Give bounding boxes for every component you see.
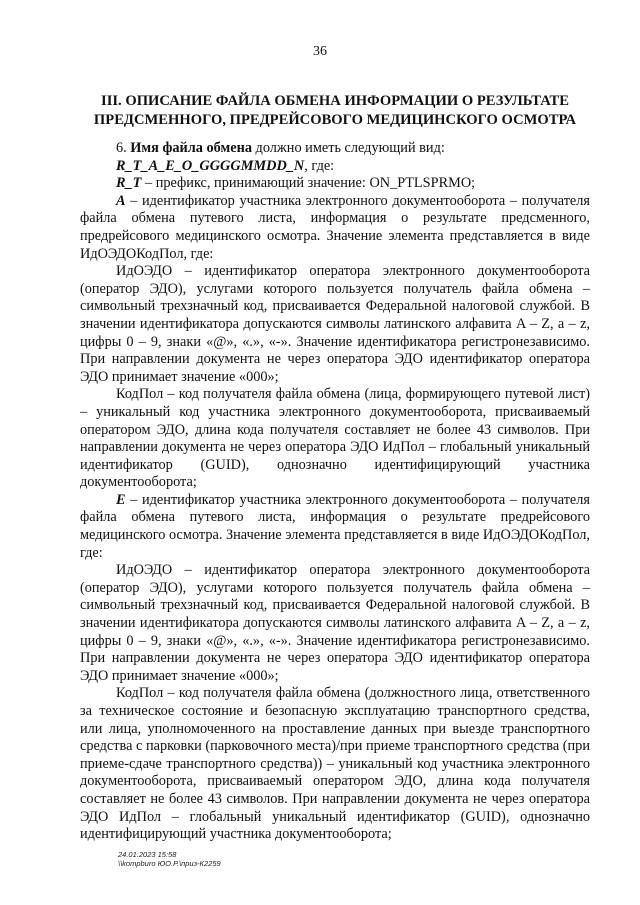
file-pattern-text: , где:: [304, 157, 335, 174]
page-number: 36: [313, 44, 327, 59]
prefix-text: – префикс, принимающий значение: ON_PTLSPRMO;: [141, 175, 476, 192]
paragraph-file-name: [80, 140, 590, 158]
paragraph-kodpol-1: КодПол – код получателя файла обмена (лица, формирующего путевой лист) – уникальный код участника электронного документооборота, присваиваемый оператором ЭДО, длина кода получателя составляет не более 43 символов. При направлении документа не через оператора ЭДО ИдПол – глобальный уникальный идентификатор (GUID), однозначно идентифицирующий участника документооборота;: [80, 386, 590, 491]
item-number: 6.: [116, 140, 131, 156]
element-a-text: – идентификатор участника электронного документооборота – получателя файла обмена путевого листа, информация о результате предсменного, предрейсового медицинского осмотра. Значение элемента представляется в виде ИдОЭДОКодПол, где:: [80, 192, 590, 262]
paragraph-file-pattern: [80, 158, 590, 176]
paragraph-a: [80, 193, 590, 263]
paragraph-prefix: [80, 175, 590, 193]
print-stamp: [118, 850, 221, 868]
file-name-term: Имя файла обмена: [130, 140, 252, 156]
heading-line-1: III. ОПИСАНИЕ ФАЙЛА ОБМЕНА ИНФОРМАЦИИ О РЕЗУЛЬТАТЕ: [101, 93, 569, 109]
paragraph-idoedo-1: ИдОЭДО – идентификатор оператора электронного документооборота (оператор ЭДО), услугами которого пользуется получатель файла обмена – символьный трехзначный код, присваивается Федеральной налоговой службой. В значении идентификатора допускаются символы латинского алфавита A – Z, a – z, цифры 0 – 9, знаки «@», «.», «-». Значение идентификатора регистронезависимо. При направлении документа не через оператора ЭДО идентификатор оператора ЭДО принимает значение «000»;: [80, 263, 590, 385]
heading-line-2: ПРЕДСМЕННОГО, ПРЕДРЕЙСОВОГО МЕДИЦИНСКОГО ОСМОТРА: [93, 112, 577, 128]
file-name-text: должно иметь следующий вид:: [251, 140, 445, 156]
paragraph-kodpol-2: КодПол – код получателя файла обмена (должностного лица, ответственного за техническое состояние и безопасную эксплуатацию транспортного средства, или лица, уполномоченного на проставление данных при выезде транспортного средства с парковки (парковочного места)/при приеме транспортного средства (при приеме-сдаче транспортного средства)) – уникальный код участника электронного документооборота, присваиваемый оператором ЭДО, длина кода получателя составляет не более 43 символов. При направлении документа не через оператора ЭДО ИдПол – глобальный уникальный идентификатор (GUID), однозначно идентифицирующий участника документооборота;: [80, 685, 590, 843]
element-e-text: – идентификатор участника электронного документооборота – получателя файла обмена путевого листа, информация о результате предрейсового медицинского осмотра. Значение элемента представляется в виде ИдОЭДОКодПол, где:: [80, 491, 590, 561]
element-e-code: E: [116, 491, 126, 508]
paragraph-e: [80, 492, 590, 562]
prefix-code: R_T: [116, 175, 142, 192]
stamp-path: \\kompburo ЮО.Р.\приз-К2259: [118, 859, 221, 868]
paragraph-idoedo-2: ИдОЭДО – идентификатор оператора электронного документооборота (оператор ЭДО), услугами которого пользуется получатель файла обмена – символьный трехзначный код, присваивается Федеральной налоговой службой. В значении идентификатора допускаются символы латинского алфавита A – Z, a – z, цифры 0 – 9, знаки «@», «.», «-». Значение идентификатора регистронезависимо. При направлении документа не через оператора ЭДО идентификатор оператора ЭДО принимает значение «000»;: [80, 562, 590, 684]
file-name-pattern: R_T_A_E_O_GGGGMMDD_N: [116, 157, 305, 174]
stamp-datetime: 24.01.2023 15:58: [118, 850, 177, 859]
document-body: [80, 140, 590, 844]
section-heading: [80, 92, 590, 130]
element-a-code: A: [116, 192, 126, 209]
